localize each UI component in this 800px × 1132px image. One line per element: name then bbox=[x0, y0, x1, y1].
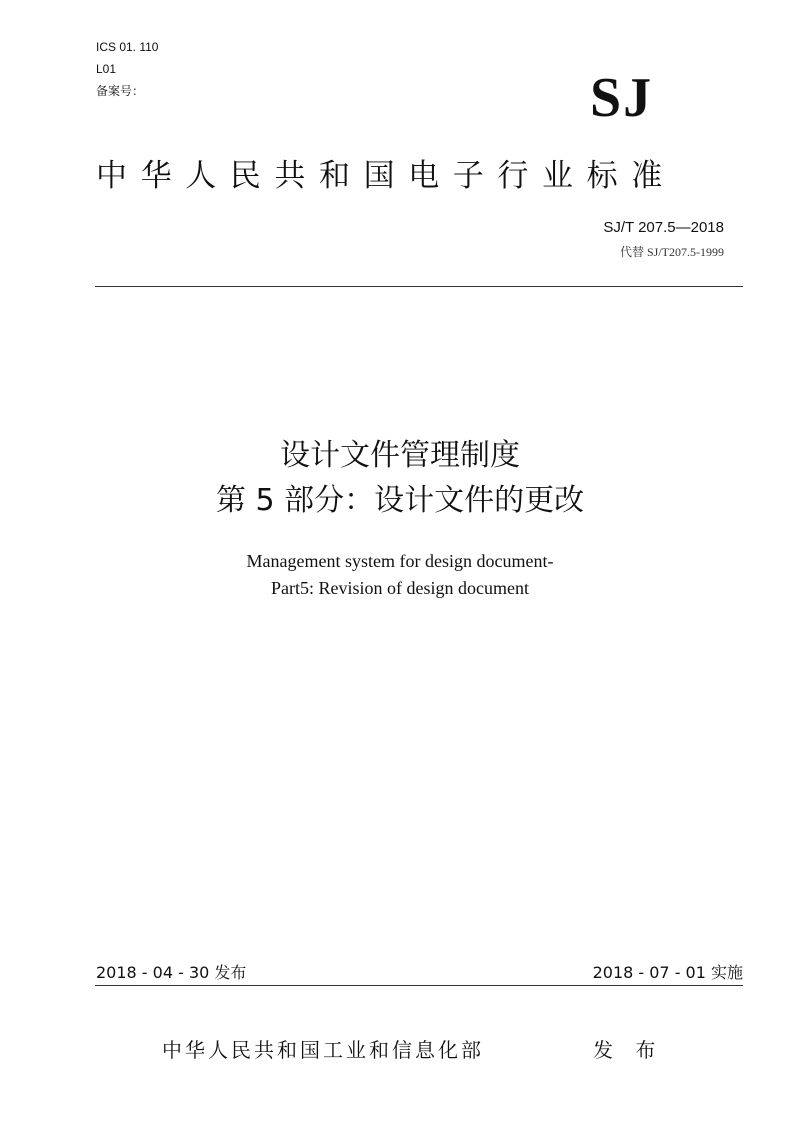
standard-type-heading: 中华人民共和国电子行业标准 bbox=[96, 158, 676, 194]
issuing-authority: 中华人民共和国工业和信息化部 bbox=[162, 1038, 484, 1062]
standard-number: SJ/T 207.5—2018 bbox=[603, 219, 724, 236]
english-title-line-2: Part5: Revision of design document bbox=[271, 578, 529, 598]
sj-logo: SJ bbox=[590, 67, 654, 129]
ics-code: ICS 01. 110 bbox=[96, 40, 159, 54]
issue-label: 发 布 bbox=[593, 1038, 664, 1062]
classification-code: L01 bbox=[96, 62, 117, 76]
top-divider bbox=[95, 286, 743, 287]
implementation-date: 2018 - 07 - 01 实施 bbox=[592, 963, 743, 982]
record-number-label: 备案号： bbox=[96, 84, 145, 98]
bottom-divider bbox=[95, 985, 743, 986]
english-title-line-1: Management system for design document- bbox=[246, 551, 554, 571]
issue-date: 2018 - 04 - 30 发布 bbox=[96, 963, 247, 982]
replaces-standard: 代替 SJ/T207.5-1999 bbox=[619, 245, 724, 259]
chinese-title-line-1: 设计文件管理制度 bbox=[280, 438, 520, 473]
chinese-title-line-2: 第 5 部分：设计文件的更改 bbox=[215, 483, 585, 518]
